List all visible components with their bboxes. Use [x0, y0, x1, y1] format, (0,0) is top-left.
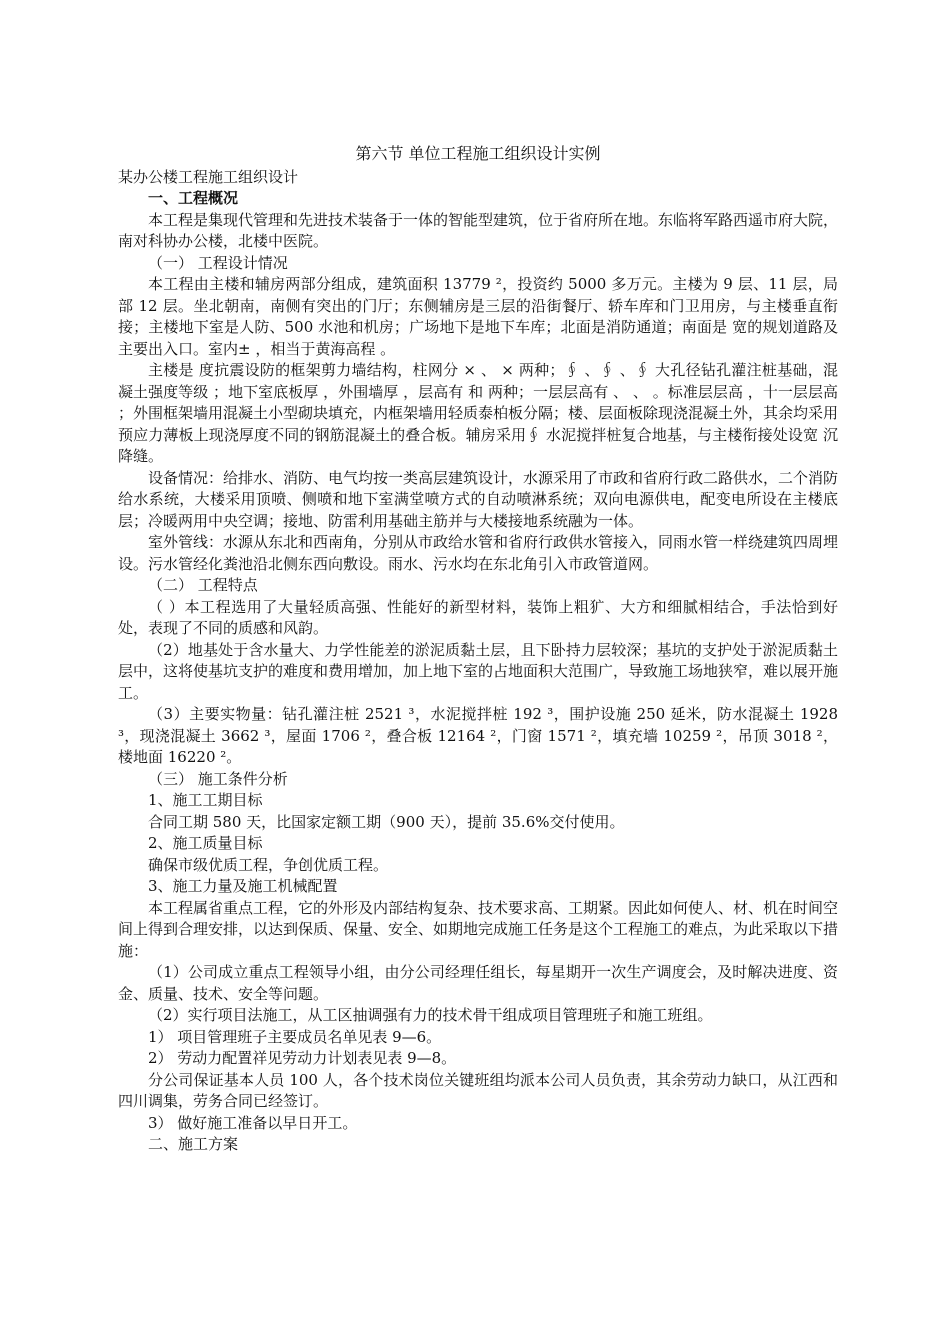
- paragraph: 3、施工力量及施工机械配置: [148, 877, 338, 895]
- paragraph: 室外管线：水源从东北和西南角，分别从市政给水管和省府行政供水管接入，同雨水管一样绕建筑四周埋设。污水管经化粪池沿北侧东西向敷设。雨水、污水均在东北角引入市政管道网。: [118, 533, 839, 573]
- paragraph: 2） 劳动力配置祥见劳动力计划表见表 9—8。: [148, 1049, 457, 1067]
- paragraph: （3）主要实物量：钻孔灌注桩 2521 ³，水泥搅拌桩 192 ³，围护设施 250 延米，防水混凝土 1928 ³，现浇混凝土 3662 ³，屋面 1706 ²，叠合板 12164 ²，门窗 1571 ²，填充墙 10259 ²，吊顶 3018 ²，楼地面 16220 ²。: [118, 705, 838, 766]
- paragraph: （ ）本工程选用了大量轻质高强、性能好的新型材料，装饰上粗犷、大方和细腻相结合，手法恰到好处，表现了不同的质感和风韵。: [118, 597, 838, 637]
- paragraph: 合同工期 580 天，比国家定额工期（900 天），提前 35.6%交付使用。: [148, 812, 625, 831]
- document-body: [118, 188, 838, 1156]
- paragraph: 1、施工工期目标: [148, 791, 263, 809]
- paragraph: （二） 工程特点: [148, 576, 258, 594]
- paragraph: 二、施工方案: [148, 1135, 239, 1153]
- paragraph: 确保市级优质工程，争创优质工程。: [148, 855, 389, 874]
- paragraph: 本工程属省重点工程，它的外形及内部结构复杂、技术要求高、工期紧。因此如何使人、材、机在时间空间上得到合理安排，以达到保质、保量、安全、如期地完成施工任务是这个工程施工的难点，为此采取以下措施：: [118, 898, 839, 960]
- paragraph: 3） 做好施工准备以早日开工。: [148, 1113, 358, 1132]
- paragraph: 设备情况：给排水、消防、电气均按一类高层建筑设计，水源采用了市政和省府行政二路供水，二个消防给水系统，大楼采用顶喷、侧喷和地下室满堂喷方式的自动喷淋系统；双向电源供电，配变电所设在主楼底层；冷暖两用中央空调；接地、防雷利用基础主筋并与大楼接地系统融为一体。: [118, 468, 839, 530]
- document-page: [118, 143, 838, 1156]
- paragraph: 主楼是 度抗震设防的框架剪力墙结构，柱网分 × 、 × 两种；∮ 、∮ 、∮ 大孔径钻孔灌注桩基础，混凝土强度等级 ；地下室底板厚 ，外围墙厚 ，层高有 和 两种；一层层高有 、 、 。标准层层高 ，十一层层高 ；外围框架墙用混凝土小型砌块填充，内框架墙用轻质泰柏板分隔；楼、层面板除现浇混凝土外，其余均采用预应力薄板上现浇厚度不同的钢筋混凝土的叠合板。辅房采用∮ 水泥搅拌桩复合地基，与主楼衔接处设宽 沉降缝。: [118, 361, 839, 465]
- paragraph: 2、施工质量目标: [148, 834, 263, 852]
- paragraph: （1）公司成立重点工程领导小组，由分公司经理任组长，每星期开一次生产调度会，及时解决进度、资金、质量、技术、安全等问题。: [118, 963, 838, 1003]
- paragraph: （一） 工程设计情况: [148, 253, 288, 272]
- paragraph: 本工程由主楼和辅房两部分组成，建筑面积 13779 ²，投资约 5000 多万元。主楼为 9 层、11 层，局部 12 层。坐北朝南，南侧有突出的门厅；东侧辅房是三层的沿街餐厅、轿车库和门卫用房，与主楼垂直衔接；主楼地下室是人防、500 水池和机房；广场地下是地下车库；北面是消防通道；南面是 宽的规划道路及主要出入口。室内± ，相当于黄海高程 。: [118, 275, 838, 358]
- document-subtitle: 某办公楼工程施工组织设计: [118, 167, 299, 186]
- section-title: 第六节 单位工程施工组织设计实例: [355, 144, 601, 163]
- paragraph: 一、工程概况: [148, 189, 239, 207]
- paragraph: （三） 施工条件分析: [148, 769, 288, 788]
- paragraph: （2）地基处于含水量大、力学性能差的淤泥质黏土层，且下卧持力层较深；基坑的支护处于淤泥质黏土层中，这将使基坑支护的难度和费用增加，加上地下室的占地面积大范围广，导致施工场地狭窄，难以展开施工。: [118, 640, 839, 702]
- paragraph: 本工程是集现代管理和先进技术装备于一体的智能型建筑，位于省府所在地。东临将军路西遥市府大院，南对科协办公楼，北楼中医院。: [118, 210, 839, 250]
- paragraph: 分公司保证基本人员 100 人，各个技术岗位关键班组均派本公司人员负责，其余劳动力缺口，从江西和四川调集，劳务合同已经签订。: [118, 1070, 838, 1110]
- paragraph: （2）实行项目法施工，从工区抽调强有力的技术骨干组成项目管理班子和施工班组。: [148, 1006, 713, 1024]
- paragraph: 1） 项目管理班子主要成员名单见表 9—6。: [148, 1027, 442, 1046]
